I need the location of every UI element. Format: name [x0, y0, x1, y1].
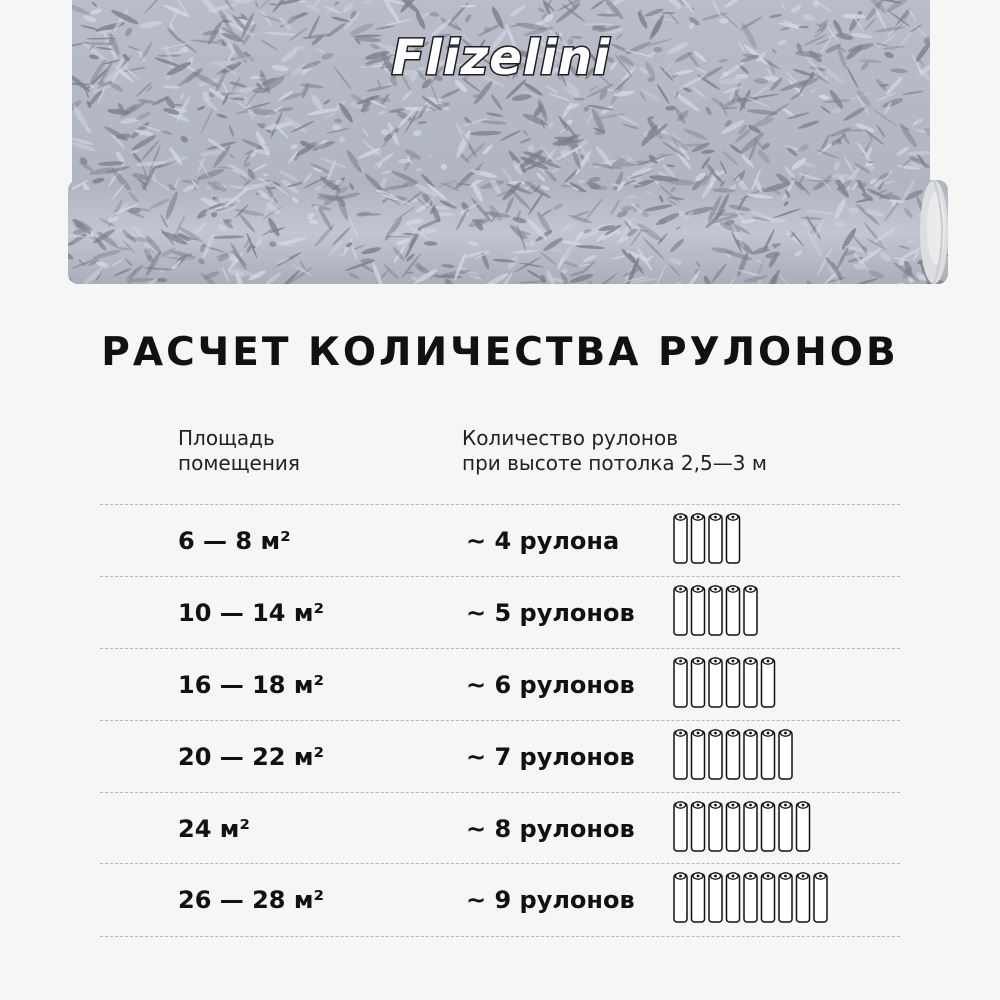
wallpaper-roll-icon — [727, 586, 740, 635]
wallpaper-roll-icon — [744, 730, 757, 779]
wallpaper-roll-icon — [779, 730, 792, 779]
rolls-illustration — [672, 870, 872, 930]
header-count-line-2: при высоте потолка 2,5—3 м — [462, 451, 767, 475]
table-row — [100, 720, 900, 793]
wallpaper-roll-icon — [762, 730, 775, 779]
rolls-illustration — [672, 511, 872, 571]
wallpaper-roll-icon — [797, 873, 810, 922]
wallpaper-roll-icon — [709, 658, 722, 707]
header-roll-count — [462, 426, 767, 476]
wallpaper-roll-icon — [692, 658, 705, 707]
rolls-illustration — [672, 583, 872, 643]
wallpaper-roll-icon — [709, 873, 722, 922]
wallpaper-roll-icon — [674, 586, 687, 635]
wallpaper-roll-icon — [674, 514, 687, 563]
wallpaper-roll-icon — [709, 514, 722, 563]
table-row — [100, 863, 900, 937]
wallpaper-roll-icon — [779, 873, 792, 922]
wallpaper-roll-icon — [692, 730, 705, 779]
roll-count-value: ~ 7 рулонов — [466, 743, 635, 771]
roll-count-value: ~ 4 рулона — [466, 527, 620, 555]
rolls-illustration — [672, 655, 872, 715]
wallpaper-roll-icon — [692, 514, 705, 563]
area-value: 24 м² — [178, 815, 250, 843]
wallpaper-roll-image — [0, 0, 1000, 300]
wallpaper-roll-icon — [727, 802, 740, 851]
table-row — [100, 504, 900, 577]
wallpaper-roll-icon — [744, 873, 757, 922]
roll-count-value: ~ 5 рулонов — [466, 599, 635, 627]
wallpaper-roll-icon — [727, 873, 740, 922]
wallpaper-roll-icon — [709, 730, 722, 779]
page-title: РАСЧЕТ КОЛИЧЕСТВА РУЛОНОВ — [101, 330, 899, 375]
area-value: 26 — 28 м² — [178, 886, 324, 914]
wallpaper-roll-icon — [762, 873, 775, 922]
table-row — [100, 576, 900, 649]
header-area — [178, 426, 300, 476]
area-value: 20 — 22 м² — [178, 743, 324, 771]
wallpaper-roll-icon — [779, 802, 792, 851]
table-row — [100, 648, 900, 721]
header-area-line-2: помещения — [178, 451, 300, 475]
wallpaper-roll-icon — [744, 802, 757, 851]
wallpaper-roll-icon — [674, 873, 687, 922]
table-row — [100, 792, 900, 865]
wallpaper-roll-icon — [762, 658, 775, 707]
wallpaper-roll-icon — [814, 873, 827, 922]
area-value: 16 — 18 м² — [178, 671, 324, 699]
roll-count-value: ~ 8 рулонов — [466, 815, 635, 843]
wallpaper-roll-icon — [727, 658, 740, 707]
rolls-illustration — [672, 799, 872, 859]
wallpaper-roll-icon — [674, 802, 687, 851]
wallpaper-roll-icon — [674, 658, 687, 707]
wallpaper-roll-icon — [797, 802, 810, 851]
wallpaper-roll-icon — [727, 730, 740, 779]
area-value: 6 — 8 м² — [178, 527, 291, 555]
wallpaper-roll-icon — [674, 730, 687, 779]
wallpaper-roll-icon — [692, 802, 705, 851]
wallpaper-roll-icon — [709, 586, 722, 635]
wallpaper-roll-icon — [762, 802, 775, 851]
area-value: 10 — 14 м² — [178, 599, 324, 627]
roll-count-value: ~ 9 рулонов — [466, 886, 635, 914]
roll-count-value: ~ 6 рулонов — [466, 671, 635, 699]
brand-logo: Flizelini — [391, 30, 611, 86]
wallpaper-roll-icon — [744, 658, 757, 707]
wallpaper-roll-icon — [692, 586, 705, 635]
rolls-illustration — [672, 727, 872, 787]
header-count-line-1: Количество рулонов — [462, 426, 679, 450]
wallpaper-roll-icon — [727, 514, 740, 563]
wallpaper-roll-icon — [744, 586, 757, 635]
wallpaper-roll-icon — [692, 873, 705, 922]
header-area-line-1: Площадь — [178, 426, 275, 450]
wallpaper-roll-icon — [709, 802, 722, 851]
